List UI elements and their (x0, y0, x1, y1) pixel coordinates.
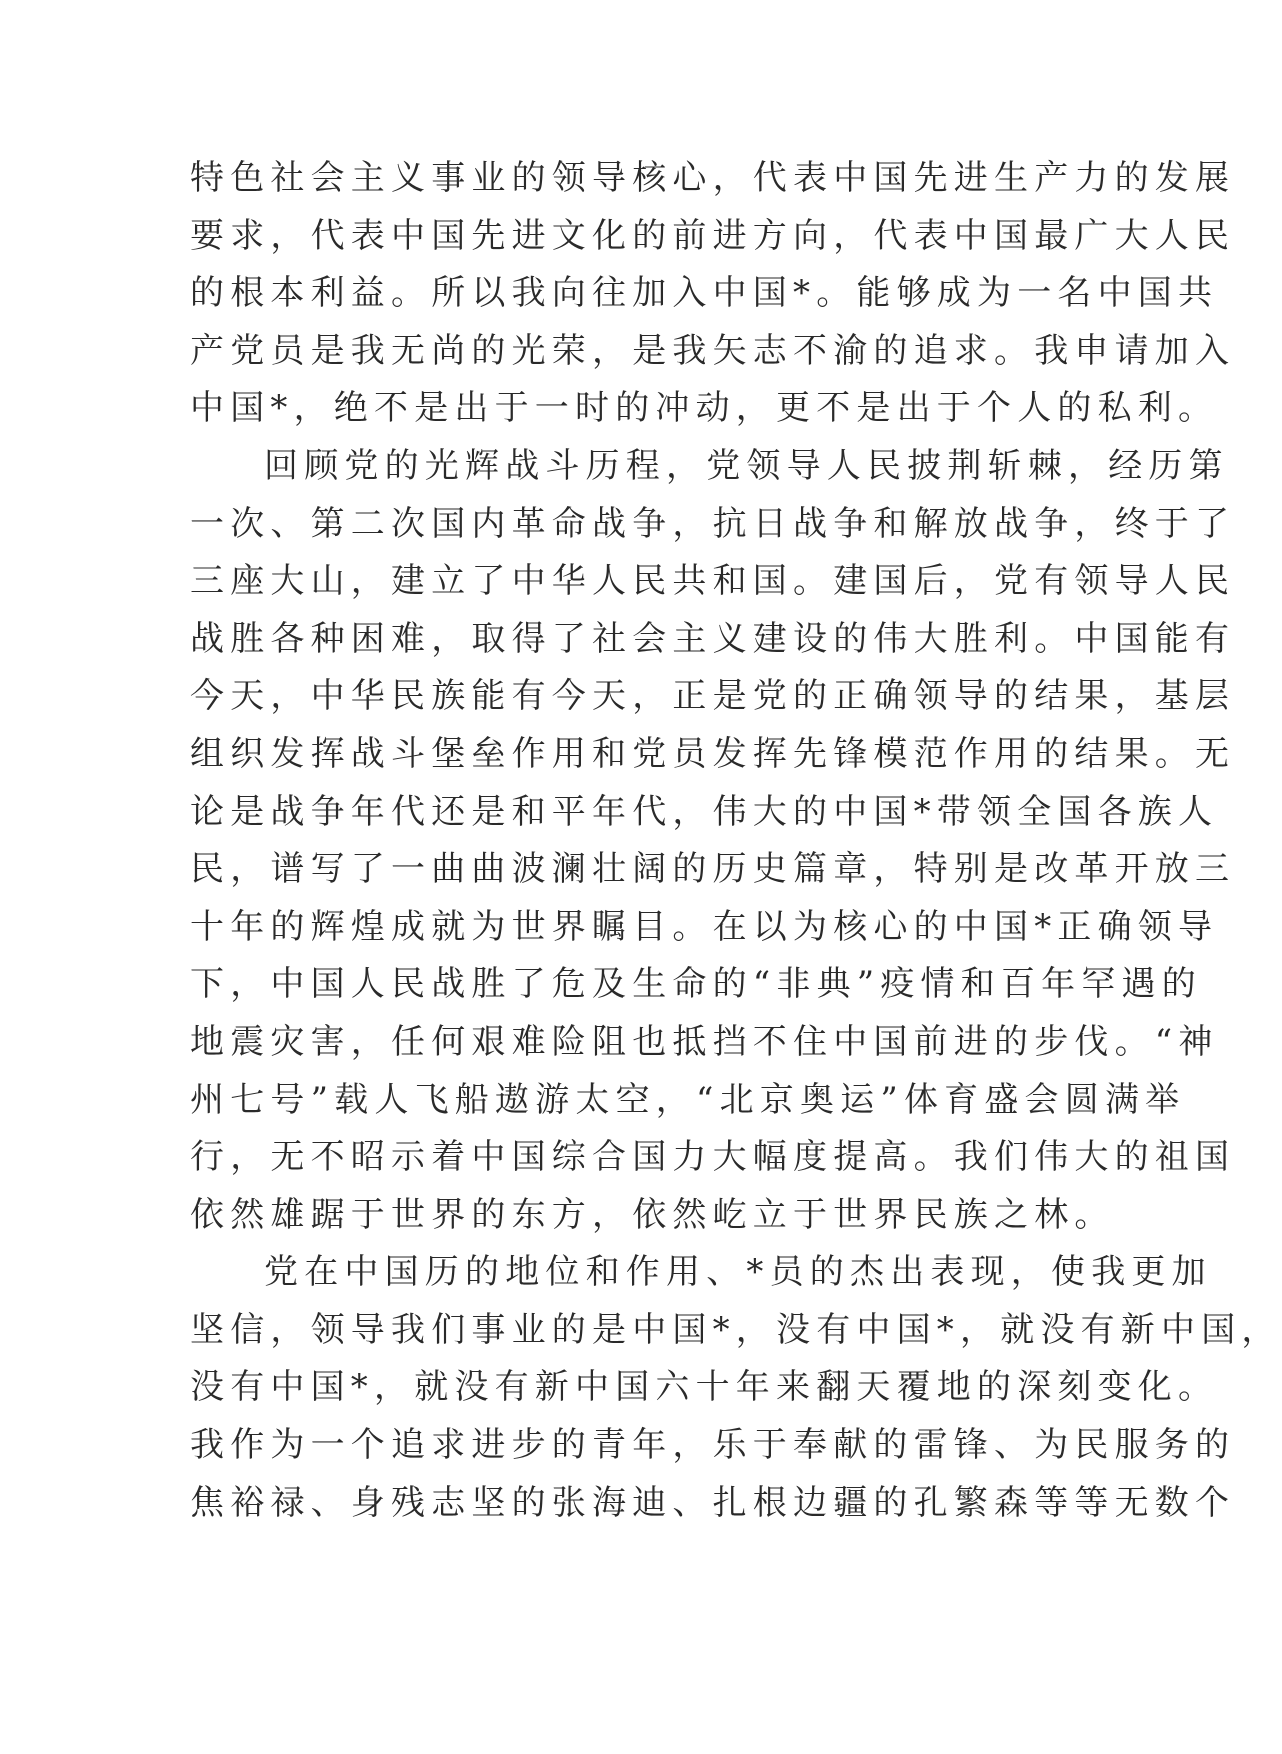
text-line: 州七号”载人飞船遨游太空，“北京奥运”体育盛会圆满举 (190, 1079, 1186, 1120)
paragraph-3 (190, 1244, 1282, 1532)
text-line: 下，中国人民战胜了危及生命的“非典”疫情和百年罕遇的 (190, 964, 1202, 1005)
text-line: 焦裕禄、身残志坚的张海迪、扎根边疆的孔繁森等等无数个 (190, 1482, 1236, 1523)
text-line: 坚信，领导我们事业的是中国*，没有中国*，就没有新中国， (190, 1309, 1282, 1350)
body-text (190, 150, 1282, 1532)
text-line: 论是战争年代还是和平年代，伟大的中国*带领全国各族人 (190, 791, 1219, 832)
text-line: 今天，中华民族能有今天，正是党的正确领导的结果，基层 (190, 676, 1236, 717)
text-line: 十年的辉煌成就为世界瞩目。在以为核心的中国*正确领导 (190, 906, 1219, 947)
text-line: 我作为一个追求进步的青年，乐于奉献的雷锋、为民服务的 (190, 1425, 1236, 1466)
paragraph-1 (190, 150, 1236, 438)
text-line: 组织发挥战斗堡垒作用和党员发挥先锋模范作用的结果。无 (190, 733, 1236, 774)
text-line: 依然雄踞于世界的东方，依然屹立于世界民族之林。 (190, 1194, 1115, 1235)
text-line: 地震灾害，任何艰难险阻也抵挡不住中国前进的步伐。“神 (190, 1021, 1219, 1062)
text-line: 要求，代表中国先进文化的前进方向，代表中国最广大人民 (190, 215, 1236, 256)
text-line: 产党员是我无尚的光荣，是我矢志不渝的追求。我申请加入 (190, 330, 1236, 371)
paragraph-2 (190, 438, 1236, 1244)
text-line: 没有中国*，就没有新中国六十年来翻天覆地的深刻变化。 (190, 1367, 1219, 1408)
text-line: 行，无不昭示着中国综合国力大幅度提高。我们伟大的祖国 (190, 1137, 1236, 1178)
text-line: 民，谱写了一曲曲波澜壮阔的历史篇章，特别是改革开放三 (190, 849, 1236, 890)
text-line: 三座大山，建立了中华人民共和国。建国后，党有领导人民 (190, 561, 1236, 602)
text-line: 的根本利益。所以我向往加入中国*。能够成为一名中国共 (190, 273, 1219, 314)
text-line: 党在中国历的地位和作用、*员的杰出表现，使我更加 (264, 1252, 1212, 1293)
text-line: 中国*，绝不是出于一时的冲动，更不是出于个人的私利。 (190, 388, 1219, 429)
text-line: 特色社会主义事业的领导核心，代表中国先进生产力的发展 (190, 158, 1236, 198)
text-line: 战胜各种困难，取得了社会主义建设的伟大胜利。中国能有 (190, 618, 1236, 659)
text-line: 一次、第二次国内革命战争，抗日战争和解放战争，终于了 (190, 503, 1236, 544)
text-line: 回顾党的光辉战斗历程，党领导人民披荆斩棘，经历第 (264, 445, 1229, 486)
